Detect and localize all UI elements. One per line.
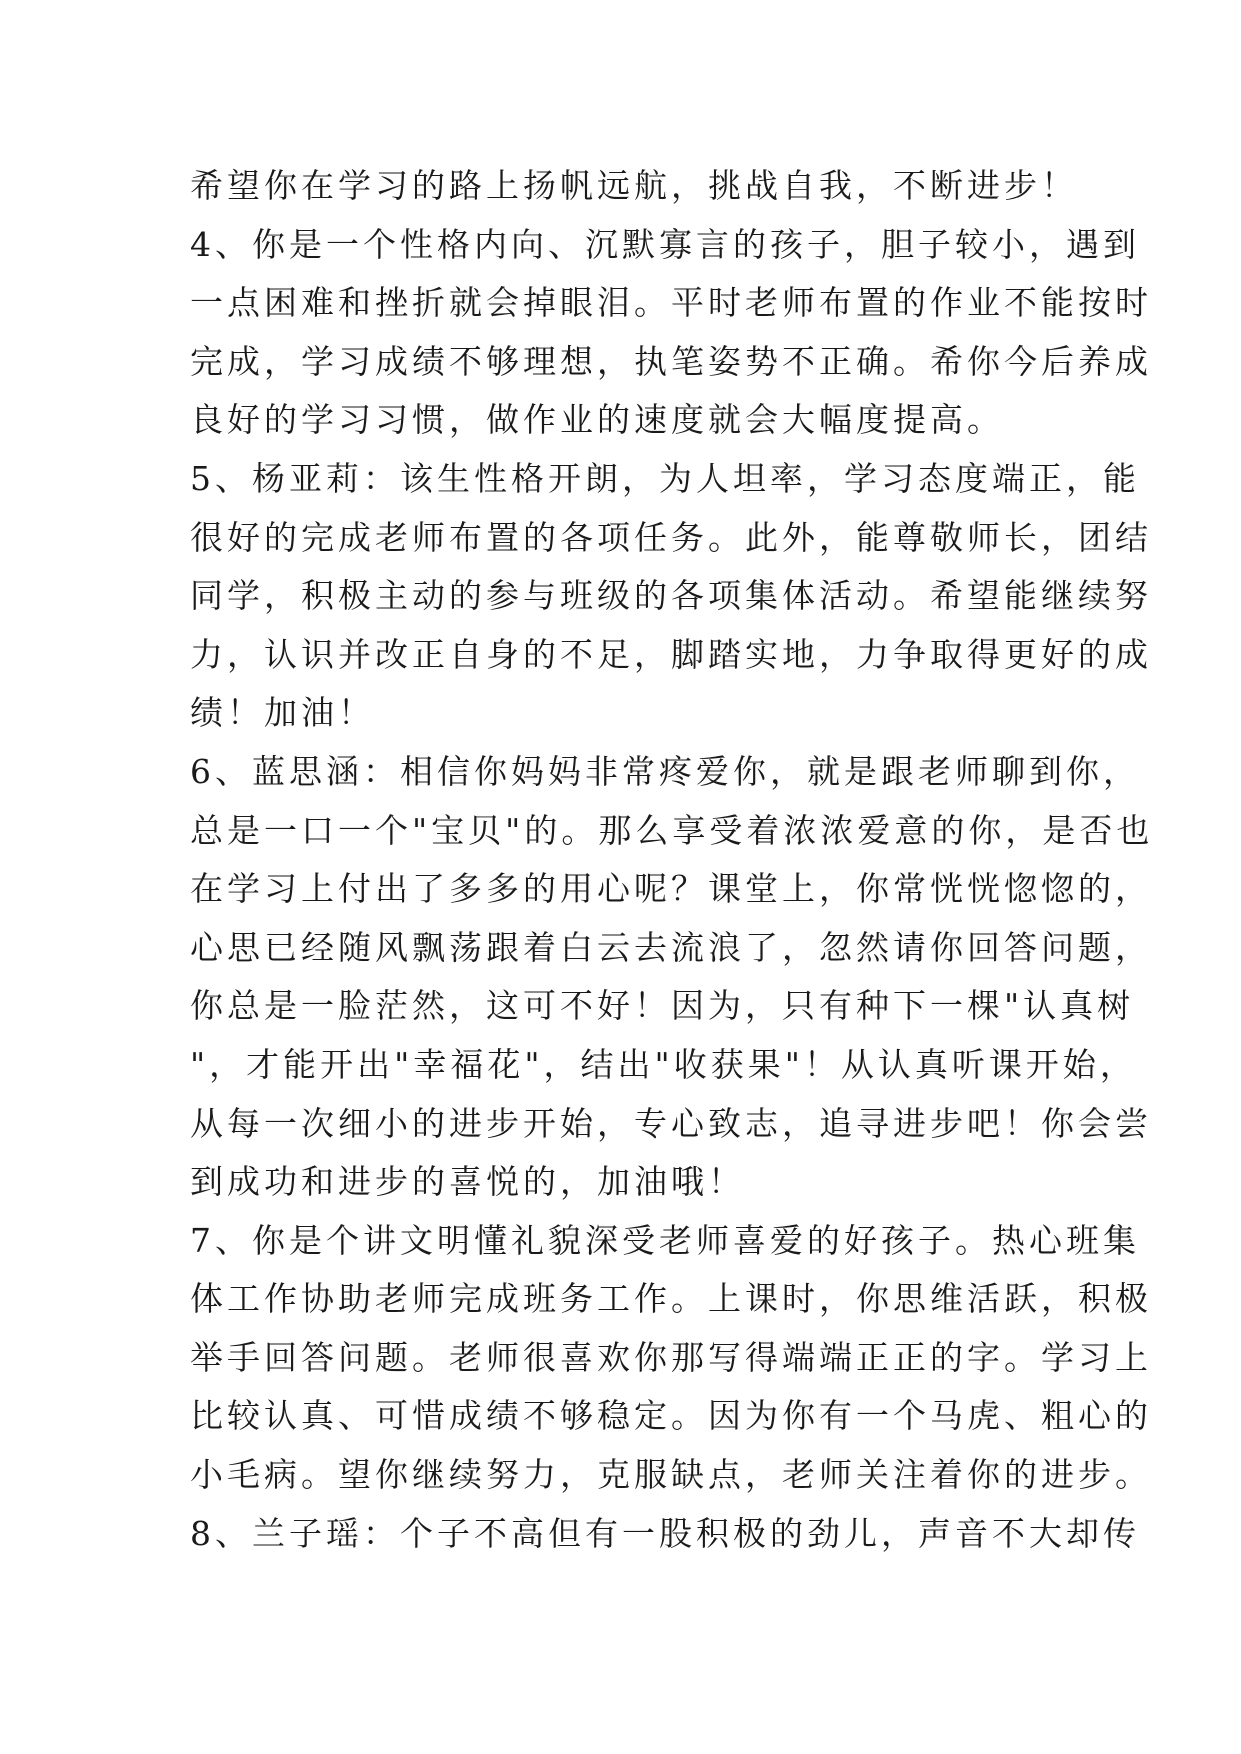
text-line: 一点困难和挫折就会掉眼泪。平时老师布置的作业不能按时 — [190, 283, 1152, 323]
text-line: 你总是一脸茫然，这可不好！因为，只有种下一棵"认真树 — [190, 986, 1135, 1026]
text-line: 心思已经随风飘荡跟着白云去流浪了，忽然请你回答问题， — [190, 927, 1152, 967]
text-line: 小毛病。望你继续努力，克服缺点，老师关注着你的进步。 — [190, 1455, 1152, 1495]
text-line: 在学习上付出了多多的用心呢？课堂上，你常恍恍惚惚的， — [190, 869, 1152, 909]
text-line: 7、你是个讲文明懂礼貌深受老师喜爱的好孩子。热心班集 — [190, 1220, 1140, 1260]
text-line: 很好的完成老师布置的各项任务。此外，能尊敬师长，团结 — [190, 517, 1152, 557]
text-line: 力，认识并改正自身的不足，脚踏实地，力争取得更好的成 — [190, 634, 1152, 674]
text-line: 5、杨亚莉：该生性格开朗，为人坦率，学习态度端正，能 — [190, 458, 1140, 498]
text-line: 从每一次细小的进步开始，专心致志，追寻进步吧！你会尝 — [190, 1103, 1152, 1143]
text-line: "，才能开出"幸福花"，结出"收获果"！从认真听课开始， — [190, 1044, 1137, 1084]
text-line: 绩！加油！ — [190, 693, 375, 733]
text-line: 良好的学习习惯，做作业的速度就会大幅度提高。 — [190, 400, 1004, 440]
text-line: 同学，积极主动的参与班级的各项集体活动。希望能继续努 — [190, 576, 1152, 616]
text-line: 希望你在学习的路上扬帆远航，挑战自我，不断进步！ — [190, 166, 1078, 205]
text-line: 8、兰子瑶：个子不高但有一股积极的劲儿，声音不大却传 — [190, 1513, 1140, 1553]
text-line: 4、你是一个性格内向、沉默寡言的孩子，胆子较小，遇到 — [190, 224, 1140, 264]
text-line: 到成功和进步的喜悦的，加油哦！ — [190, 1162, 745, 1202]
text-line: 体工作协助老师完成班务工作。上课时，你思维活跃，积极 — [190, 1279, 1152, 1319]
document-body — [190, 157, 1154, 1563]
text-line: 举手回答问题。老师很喜欢你那写得端端正正的字。学习上 — [190, 1337, 1152, 1377]
text-line: 完成，学习成绩不够理想，执笔姿势不正确。希你今后养成 — [190, 341, 1152, 381]
text-line: 比较认真、可惜成绩不够稳定。因为你有一个马虎、粗心的 — [190, 1396, 1152, 1436]
text-line: 6、蓝思涵：相信你妈妈非常疼爱你，就是跟老师聊到你， — [190, 751, 1140, 791]
text-line: 总是一口一个"宝贝"的。那么享受着浓浓爱意的你，是否也 — [190, 810, 1154, 850]
